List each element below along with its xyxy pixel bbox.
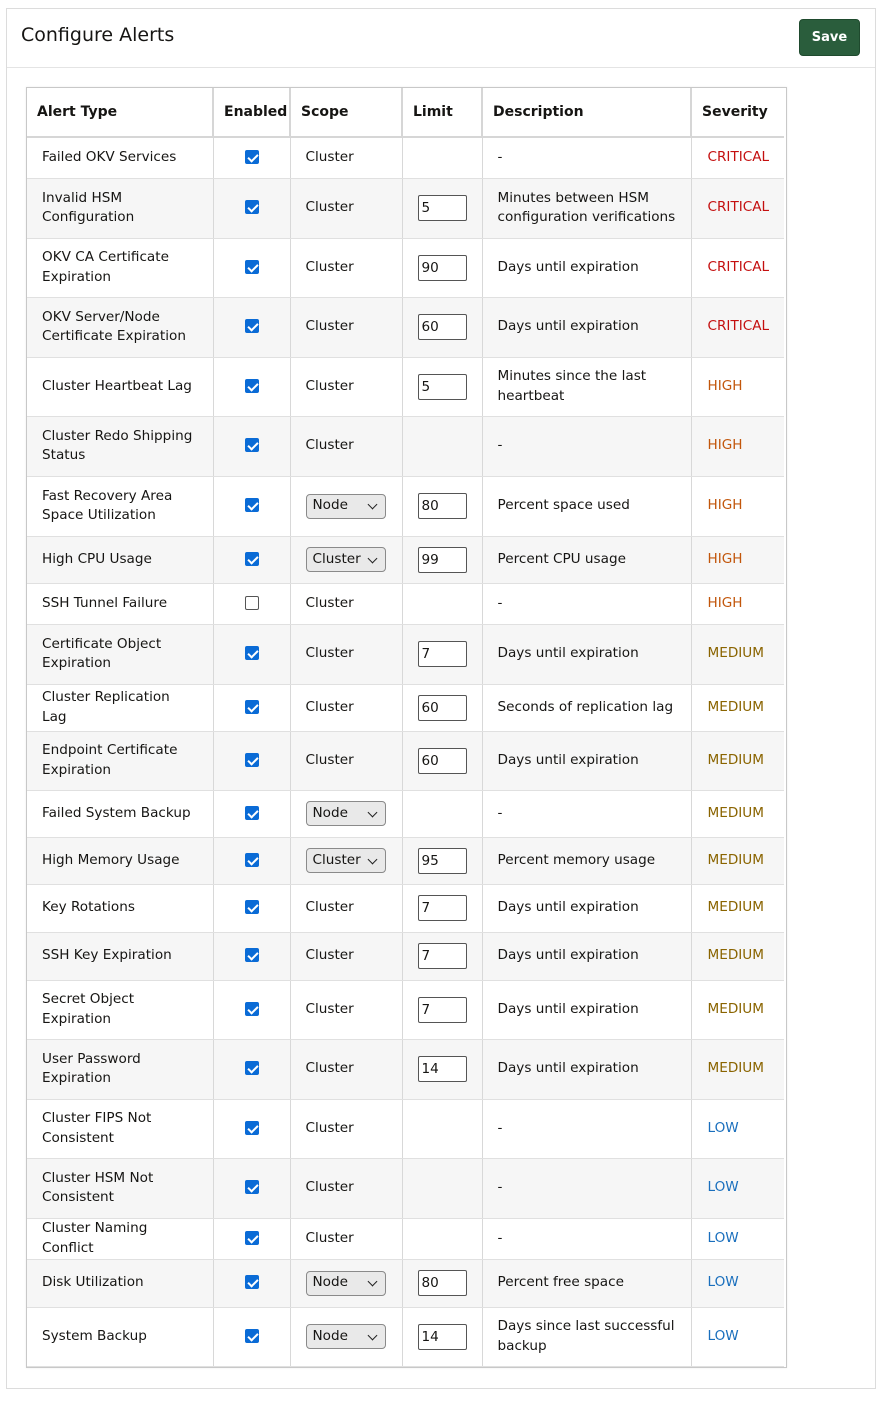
limit-cell — [402, 1039, 482, 1099]
table-row — [27, 476, 784, 536]
limit-cell — [402, 1307, 482, 1366]
limit-cell — [402, 476, 482, 536]
scope-select-value: Node — [312, 1274, 348, 1291]
scope-select-value: Node — [312, 1327, 348, 1344]
description-cell: Percent space used — [482, 476, 691, 536]
enabled-checkbox[interactable] — [245, 900, 259, 914]
severity-label: MEDIUM — [691, 837, 784, 884]
enabled-checkbox[interactable] — [245, 853, 259, 867]
save-button[interactable]: Save — [799, 19, 860, 56]
enabled-checkbox[interactable] — [245, 948, 259, 962]
table-row — [27, 1158, 784, 1218]
limit-cell — [402, 238, 482, 297]
limit-cell — [402, 583, 482, 624]
chevron-down-icon — [367, 500, 377, 510]
chevron-down-icon — [367, 807, 377, 817]
description-cell: Days until expiration — [482, 238, 691, 297]
scope-cell: Cluster — [290, 178, 402, 238]
table-row — [27, 297, 784, 357]
description-cell: Minutes between HSM configuration verifications — [482, 178, 691, 238]
alert-type-cell: OKV CA Certificate Expiration — [27, 238, 213, 297]
limit-cell — [402, 137, 482, 178]
scope-cell — [290, 1259, 402, 1307]
limit-input[interactable]: 7 — [418, 997, 467, 1023]
limit-input[interactable]: 99 — [418, 547, 467, 573]
limit-input[interactable]: 7 — [418, 943, 467, 969]
alert-type-cell: Cluster Redo Shipping Status — [27, 416, 213, 476]
enabled-cell — [213, 932, 290, 980]
limit-cell — [402, 357, 482, 416]
limit-input[interactable]: 5 — [418, 374, 467, 400]
table-row — [27, 684, 784, 731]
description-cell: - — [482, 790, 691, 837]
alert-type-cell: Cluster Naming Conflict — [27, 1218, 213, 1259]
severity-label: MEDIUM — [691, 932, 784, 980]
column-header-description: Description — [482, 88, 691, 137]
enabled-checkbox[interactable] — [245, 200, 259, 214]
limit-cell — [402, 684, 482, 731]
description-cell: Days since last successful backup — [482, 1307, 691, 1366]
limit-cell — [402, 884, 482, 932]
enabled-cell — [213, 1158, 290, 1218]
limit-input[interactable]: 7 — [418, 895, 467, 921]
severity-label: MEDIUM — [691, 884, 784, 932]
limit-input[interactable]: 60 — [418, 748, 467, 774]
enabled-cell — [213, 884, 290, 932]
severity-label: LOW — [691, 1099, 784, 1158]
scope-select-value: Cluster — [312, 851, 361, 868]
alert-type-cell: Invalid HSM Configuration — [27, 178, 213, 238]
enabled-cell — [213, 980, 290, 1039]
scope-select[interactable] — [306, 1324, 386, 1349]
enabled-cell — [213, 1039, 290, 1099]
enabled-cell — [213, 731, 290, 790]
description-cell: Seconds of replication lag — [482, 684, 691, 731]
severity-label: CRITICAL — [691, 178, 784, 238]
enabled-cell — [213, 416, 290, 476]
table-row — [27, 837, 784, 884]
description-cell: - — [482, 1218, 691, 1259]
table-row — [27, 1099, 784, 1158]
limit-cell — [402, 1218, 482, 1259]
enabled-cell — [213, 357, 290, 416]
table-row — [27, 536, 784, 583]
page-title: Configure Alerts — [21, 24, 175, 46]
severity-label: HIGH — [691, 416, 784, 476]
alert-type-cell: Cluster Replication Lag — [27, 684, 213, 731]
description-cell: Percent free space — [482, 1259, 691, 1307]
severity-label: CRITICAL — [691, 238, 784, 297]
table-row — [27, 416, 784, 476]
enabled-checkbox[interactable] — [245, 379, 259, 393]
enabled-checkbox[interactable] — [245, 1329, 259, 1343]
scope-cell: Cluster — [290, 238, 402, 297]
scope-cell: Cluster — [290, 1039, 402, 1099]
severity-label: CRITICAL — [691, 297, 784, 357]
table-row — [27, 1218, 784, 1259]
table-row — [27, 137, 784, 178]
alert-type-cell: Key Rotations — [27, 884, 213, 932]
enabled-checkbox[interactable] — [245, 596, 259, 610]
description-cell: Days until expiration — [482, 297, 691, 357]
severity-label: MEDIUM — [691, 1039, 784, 1099]
enabled-cell — [213, 1099, 290, 1158]
scope-cell: Cluster — [290, 416, 402, 476]
severity-label: HIGH — [691, 536, 784, 583]
scope-cell: Cluster — [290, 884, 402, 932]
scope-select[interactable] — [306, 848, 386, 873]
alert-type-cell: High Memory Usage — [27, 837, 213, 884]
limit-cell — [402, 932, 482, 980]
limit-cell — [402, 731, 482, 790]
scope-cell: Cluster — [290, 624, 402, 684]
enabled-cell — [213, 476, 290, 536]
description-cell: - — [482, 137, 691, 178]
description-cell: - — [482, 1099, 691, 1158]
severity-label: MEDIUM — [691, 790, 784, 837]
scope-cell: Cluster — [290, 731, 402, 790]
enabled-cell — [213, 684, 290, 731]
description-cell: Percent memory usage — [482, 837, 691, 884]
alert-type-cell: Cluster HSM Not Consistent — [27, 1158, 213, 1218]
enabled-checkbox[interactable] — [245, 438, 259, 452]
scope-cell: Cluster — [290, 980, 402, 1039]
severity-label: CRITICAL — [691, 137, 784, 178]
panel-header — [7, 9, 875, 68]
alert-type-cell: Cluster FIPS Not Consistent — [27, 1099, 213, 1158]
alert-type-cell: Failed OKV Services — [27, 137, 213, 178]
table-row — [27, 238, 784, 297]
alert-type-cell: Cluster Heartbeat Lag — [27, 357, 213, 416]
limit-input[interactable]: 60 — [418, 695, 467, 721]
enabled-checkbox[interactable] — [245, 498, 259, 512]
severity-label: HIGH — [691, 583, 784, 624]
limit-input[interactable]: 7 — [418, 641, 467, 667]
alerts-table — [27, 88, 784, 1367]
column-header-enabled: Enabled — [213, 88, 290, 137]
table-row — [27, 624, 784, 684]
scope-cell: Cluster — [290, 1218, 402, 1259]
enabled-checkbox[interactable] — [245, 260, 259, 274]
scope-cell: Cluster — [290, 297, 402, 357]
limit-cell — [402, 1259, 482, 1307]
scope-cell — [290, 837, 402, 884]
limit-input[interactable]: 90 — [418, 255, 467, 281]
chevron-down-icon — [367, 1277, 377, 1287]
alerts-table-container — [26, 87, 787, 1368]
limit-input[interactable]: 80 — [418, 1270, 467, 1296]
enabled-cell — [213, 238, 290, 297]
enabled-cell — [213, 1259, 290, 1307]
description-cell: Days until expiration — [482, 624, 691, 684]
enabled-cell — [213, 1218, 290, 1259]
enabled-checkbox[interactable] — [245, 700, 259, 714]
table-row — [27, 884, 784, 932]
table-row — [27, 932, 784, 980]
alert-type-cell: Certificate Object Expiration — [27, 624, 213, 684]
alert-type-cell: Secret Object Expiration — [27, 980, 213, 1039]
alert-type-cell: System Backup — [27, 1307, 213, 1366]
scope-cell: Cluster — [290, 1158, 402, 1218]
scope-cell: Cluster — [290, 137, 402, 178]
limit-cell — [402, 624, 482, 684]
limit-cell — [402, 536, 482, 583]
table-header-row — [27, 88, 784, 137]
limit-cell — [402, 1099, 482, 1158]
alert-type-cell: User Password Expiration — [27, 1039, 213, 1099]
alert-type-cell: Failed System Backup — [27, 790, 213, 837]
column-header-limit: Limit — [402, 88, 482, 137]
enabled-cell — [213, 178, 290, 238]
enabled-checkbox[interactable] — [245, 753, 259, 767]
scope-select[interactable] — [306, 801, 386, 826]
enabled-cell — [213, 790, 290, 837]
enabled-cell — [213, 624, 290, 684]
limit-cell — [402, 980, 482, 1039]
limit-cell — [402, 178, 482, 238]
scope-select[interactable] — [306, 494, 386, 519]
chevron-down-icon — [367, 854, 377, 864]
scope-select-value: Node — [312, 804, 348, 821]
description-cell: Percent CPU usage — [482, 536, 691, 583]
severity-label: LOW — [691, 1259, 784, 1307]
scope-select[interactable] — [306, 1271, 386, 1296]
severity-label: LOW — [691, 1218, 784, 1259]
severity-label: HIGH — [691, 476, 784, 536]
severity-label: LOW — [691, 1307, 784, 1366]
table-row — [27, 583, 784, 624]
enabled-checkbox[interactable] — [245, 319, 259, 333]
scope-select-value: Node — [312, 497, 348, 514]
description-cell: Minutes since the last heartbeat — [482, 357, 691, 416]
scope-cell: Cluster — [290, 932, 402, 980]
severity-label: HIGH — [691, 357, 784, 416]
alert-type-cell: Disk Utilization — [27, 1259, 213, 1307]
limit-input[interactable]: 14 — [418, 1056, 467, 1082]
column-header-scope: Scope — [290, 88, 402, 137]
enabled-cell — [213, 137, 290, 178]
limit-input[interactable]: 95 — [418, 848, 467, 874]
severity-label: MEDIUM — [691, 684, 784, 731]
limit-input[interactable]: 5 — [418, 195, 467, 221]
scope-cell — [290, 790, 402, 837]
scope-select[interactable] — [306, 547, 386, 572]
table-row — [27, 1259, 784, 1307]
severity-label: LOW — [691, 1158, 784, 1218]
enabled-cell — [213, 297, 290, 357]
enabled-checkbox[interactable] — [245, 1275, 259, 1289]
limit-cell — [402, 790, 482, 837]
limit-input[interactable]: 80 — [418, 493, 467, 519]
enabled-cell — [213, 837, 290, 884]
enabled-cell — [213, 583, 290, 624]
limit-cell — [402, 1158, 482, 1218]
table-row — [27, 1307, 784, 1366]
enabled-checkbox[interactable] — [245, 1061, 259, 1075]
enabled-checkbox[interactable] — [245, 1180, 259, 1194]
alert-type-cell: High CPU Usage — [27, 536, 213, 583]
limit-cell — [402, 837, 482, 884]
enabled-checkbox[interactable] — [245, 806, 259, 820]
table-row — [27, 731, 784, 790]
description-cell: Days until expiration — [482, 731, 691, 790]
configure-alerts-panel — [6, 8, 876, 1389]
limit-cell — [402, 297, 482, 357]
description-cell: Days until expiration — [482, 980, 691, 1039]
enabled-checkbox[interactable] — [245, 1121, 259, 1135]
alert-type-cell: SSH Tunnel Failure — [27, 583, 213, 624]
chevron-down-icon — [367, 1330, 377, 1340]
chevron-down-icon — [367, 553, 377, 563]
table-row — [27, 980, 784, 1039]
limit-cell — [402, 416, 482, 476]
severity-label: MEDIUM — [691, 980, 784, 1039]
scope-cell: Cluster — [290, 357, 402, 416]
description-cell: - — [482, 1158, 691, 1218]
scope-cell — [290, 476, 402, 536]
scope-cell: Cluster — [290, 1099, 402, 1158]
scope-cell: Cluster — [290, 684, 402, 731]
scope-cell — [290, 536, 402, 583]
enabled-cell — [213, 1307, 290, 1366]
scope-cell — [290, 1307, 402, 1366]
limit-input[interactable]: 60 — [418, 314, 467, 340]
table-row — [27, 357, 784, 416]
table-row — [27, 178, 784, 238]
enabled-checkbox[interactable] — [245, 646, 259, 660]
enabled-cell — [213, 536, 290, 583]
enabled-checkbox[interactable] — [245, 150, 259, 164]
column-header-severity: Severity — [691, 88, 784, 137]
enabled-checkbox[interactable] — [245, 1231, 259, 1245]
scope-select-value: Cluster — [312, 550, 361, 567]
enabled-checkbox[interactable] — [245, 1002, 259, 1016]
alert-type-cell: Endpoint Certificate Expiration — [27, 731, 213, 790]
description-cell: Days until expiration — [482, 932, 691, 980]
alert-type-cell: SSH Key Expiration — [27, 932, 213, 980]
description-cell: Days until expiration — [482, 884, 691, 932]
table-row — [27, 790, 784, 837]
scope-cell: Cluster — [290, 583, 402, 624]
description-cell: - — [482, 583, 691, 624]
severity-label: MEDIUM — [691, 731, 784, 790]
description-cell: Days until expiration — [482, 1039, 691, 1099]
description-cell: - — [482, 416, 691, 476]
alert-type-cell: OKV Server/Node Certificate Expiration — [27, 297, 213, 357]
severity-label: MEDIUM — [691, 624, 784, 684]
enabled-checkbox[interactable] — [245, 552, 259, 566]
limit-input[interactable]: 14 — [418, 1324, 467, 1350]
alert-type-cell: Fast Recovery Area Space Utilization — [27, 476, 213, 536]
column-header-alert-type: Alert Type — [27, 88, 213, 137]
table-row — [27, 1039, 784, 1099]
